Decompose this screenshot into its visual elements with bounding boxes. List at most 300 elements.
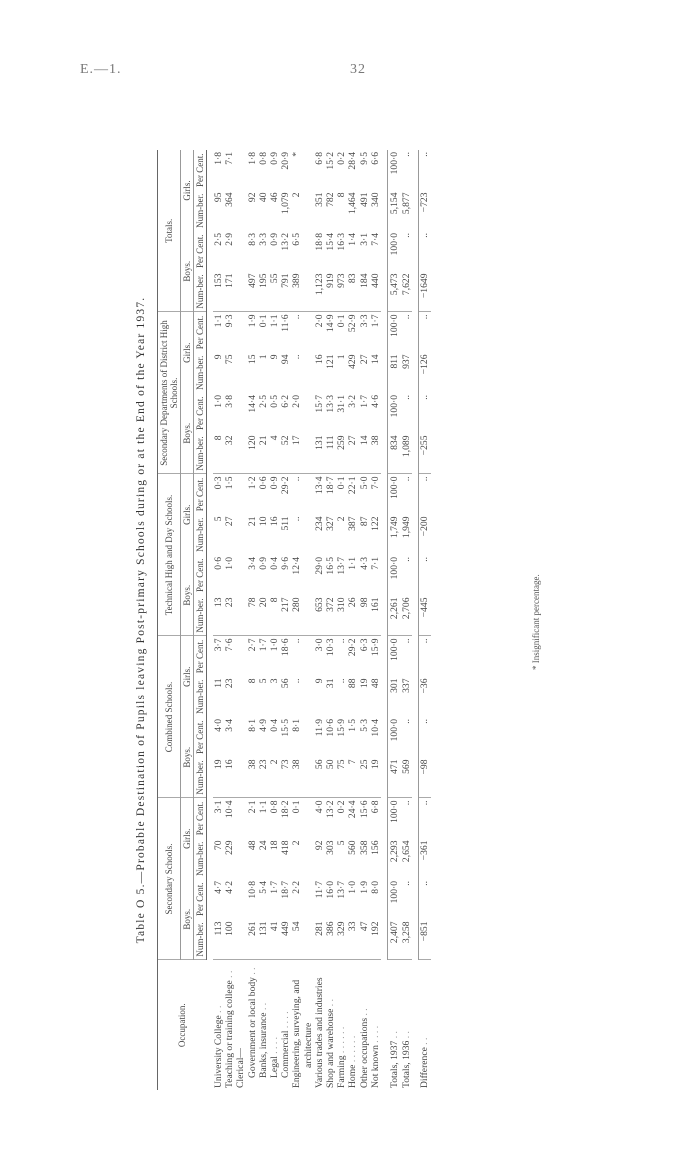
leader-dots: . . <box>246 967 258 978</box>
table-cell <box>235 839 246 880</box>
table-cell <box>235 555 246 596</box>
table-cell: 1·7 <box>358 395 370 408</box>
table-cell: 1·1 <box>347 557 359 570</box>
table-cell: 7·0 <box>369 476 381 490</box>
table-cell: 41 <box>269 920 280 961</box>
table-cell: 8·0 <box>369 881 381 894</box>
girls-subheader: Girls. <box>181 636 194 717</box>
table-cell <box>235 798 246 839</box>
percent-col-header: Per Cent. <box>194 393 207 434</box>
table-cell: 569 <box>400 758 412 799</box>
table-cell: .. <box>291 678 303 684</box>
table-cell <box>235 393 246 434</box>
table-cell: 351 <box>313 192 325 207</box>
table-cell: .. <box>291 314 303 320</box>
table-cell: 9·5 <box>358 152 370 165</box>
table-cell: 73 <box>280 758 291 799</box>
table-cell: 6·8 <box>313 152 325 165</box>
table-cell: .. <box>401 476 413 482</box>
occupation-label <box>347 960 358 1090</box>
table-cell: 22·1 <box>347 476 359 495</box>
percent-col-header: Per Cent. <box>194 879 207 920</box>
table-cell: 2·7 <box>246 638 258 652</box>
table-cell: 1·1 <box>257 800 269 814</box>
table-cell <box>303 434 314 475</box>
table-cell: 8·3 <box>246 233 258 246</box>
table-cell: 16·0 <box>325 881 337 899</box>
table-cell: 281 <box>314 920 325 961</box>
table-cell: 26 <box>347 596 358 637</box>
table-cell: 811 <box>388 353 401 394</box>
table-cell: 1,079 <box>280 192 292 215</box>
row-label-text: Not known <box>369 1045 381 1088</box>
table-cell: .. <box>401 881 413 886</box>
table-cell: 100·0 <box>388 150 401 191</box>
table-cell: 56 <box>280 678 292 689</box>
table-cell: 21 <box>246 516 258 527</box>
table-cell: 195 <box>258 272 269 313</box>
table-cell: 14 <box>359 434 370 475</box>
row-label-text: Clerical— <box>235 1048 247 1088</box>
table-cell: 5,473 <box>388 272 401 313</box>
table-cell: 111 <box>325 434 336 475</box>
table-cell: 6·6 <box>369 152 381 165</box>
occupation-label <box>213 960 224 1090</box>
table-cell: 13·2 <box>280 233 292 251</box>
table-cell: 75 <box>336 758 347 799</box>
row-label-text: Teaching or training college <box>224 980 236 1088</box>
row-label-text: Commercial <box>280 1030 292 1078</box>
table-cell: 0·6 <box>257 476 269 490</box>
destination-table <box>157 150 431 1090</box>
table-cell: 9·6 <box>280 557 292 570</box>
table-cell: 449 <box>280 920 291 961</box>
table-cell: 18 <box>269 840 281 851</box>
table-cell: 15·9 <box>369 638 381 657</box>
table-cell: −851 <box>419 920 431 961</box>
leader-dots: . . . . <box>280 1011 292 1031</box>
table-cell: 491 <box>358 192 370 207</box>
table-cell: 1 <box>257 354 269 360</box>
table-cell: 5,154 <box>388 191 401 232</box>
table-cell: 92 <box>313 840 325 851</box>
table-cell: 4·6 <box>369 395 381 408</box>
table-cell: 70 <box>213 840 224 851</box>
table-cell: 327 <box>325 516 337 531</box>
table-cell: .. <box>419 150 431 191</box>
table-cell: 24·4 <box>347 800 359 819</box>
leader-dots: . . <box>358 1008 370 1018</box>
table-cell: 184 <box>359 272 370 313</box>
table-cell: 8·1 <box>291 719 303 732</box>
table-cell: 19 <box>213 758 224 799</box>
leader-dots: . . <box>213 1005 224 1016</box>
table-cell: 14·4 <box>246 395 258 413</box>
table-cell: 13·3 <box>325 395 337 413</box>
table-cell: .. <box>401 233 413 238</box>
table-cell: 87 <box>358 516 370 527</box>
table-cell: 1·5 <box>224 476 236 490</box>
table-cell: −361 <box>419 839 431 880</box>
row-label-text: Various trades and industries <box>313 977 325 1088</box>
table-cell: 16 <box>269 516 281 527</box>
table-cell: 5 <box>257 678 269 684</box>
table-cell <box>235 879 246 920</box>
table-cell <box>303 758 314 799</box>
leader-dots: . . <box>388 1031 400 1041</box>
table-cell: 23 <box>258 758 269 799</box>
table-cell <box>303 515 314 556</box>
table-cell: 372 <box>325 596 336 637</box>
table-cell: 1·1 <box>213 314 224 328</box>
table-cell: 3·3 <box>358 314 370 328</box>
table-cell: 100·0 <box>388 636 401 677</box>
table-cell: 10·6 <box>325 719 337 737</box>
table-cell: 1,464 <box>347 192 359 215</box>
table-cell: .. <box>419 555 431 596</box>
table-cell: 27 <box>358 354 370 365</box>
table-cell: 23 <box>224 678 236 689</box>
table-cell <box>303 879 314 920</box>
table-cell: 337 <box>401 678 413 693</box>
table-cell: 2·5 <box>257 395 269 408</box>
row-label-text: Difference <box>419 1047 431 1088</box>
occupation-label <box>419 960 431 1090</box>
table-row <box>247 150 258 1090</box>
table-cell: 7·1 <box>224 152 236 165</box>
table-row <box>269 150 280 1090</box>
table-row <box>258 150 269 1090</box>
girls-subheader: Girls. <box>181 150 194 231</box>
table-cell: 7·4 <box>369 233 381 246</box>
page-number: 32 <box>350 62 366 77</box>
table-cell: 4·0 <box>213 719 224 732</box>
table-cell: 217 <box>280 596 291 637</box>
table-cell: 653 <box>314 596 325 637</box>
table-cell: 2·9 <box>224 233 236 246</box>
page-header-left: E.—1. <box>80 62 122 77</box>
number-col-header: Num-ber. <box>194 353 207 394</box>
table-cell: 301 <box>388 677 401 718</box>
table-cell: 2·1 <box>246 800 258 814</box>
table-cell: 19 <box>358 678 370 689</box>
percent-col-header: Per Cent. <box>194 150 207 191</box>
table-cell: .. <box>291 354 303 360</box>
table-cell: .. <box>401 557 413 562</box>
table-cell: 0·3 <box>213 476 224 490</box>
leader-dots: . . <box>325 999 337 1009</box>
table-cell <box>235 596 246 637</box>
table-cell: 95 <box>213 192 224 203</box>
table-cell: 1·0 <box>213 395 224 408</box>
table-cell: 2,407 <box>388 920 401 961</box>
row-label-text: Government or local body <box>246 977 258 1078</box>
table-cell: 121 <box>325 354 337 369</box>
table-cell: 1,949 <box>401 516 413 539</box>
percent-col-header: Per Cent. <box>194 798 207 839</box>
table-row <box>400 150 412 1090</box>
table-cell: −723 <box>419 191 431 232</box>
table-cell: 100·0 <box>388 474 401 515</box>
table-cell: 15·5 <box>280 719 292 737</box>
table-cell: 13·7 <box>336 557 348 575</box>
table-cell: 3·0 <box>313 638 325 652</box>
row-label-text: Legal <box>269 1056 281 1078</box>
table-row <box>303 150 314 1090</box>
table-cell: 2·0 <box>291 395 303 408</box>
group-header: Technical High and Day Schools. <box>158 474 181 636</box>
table-cell: 17 <box>291 434 302 475</box>
table-cell: 10·3 <box>325 638 337 657</box>
leader-dots: . . . . . . <box>336 1026 348 1056</box>
table-cell: 55 <box>269 272 280 313</box>
table-cell: 2·2 <box>291 881 303 894</box>
table-cell: 27 <box>224 516 236 527</box>
table-cell <box>235 515 246 556</box>
table-cell: 11·9 <box>313 719 325 737</box>
number-col-header: Num-ber. <box>194 515 207 556</box>
table-cell <box>303 150 314 191</box>
table-cell: 6·8 <box>369 800 381 814</box>
table-cell: 9 <box>213 354 224 360</box>
table-row <box>213 150 224 1090</box>
row-label-text: Banks, insurance <box>257 1012 269 1078</box>
table-cell: 429 <box>347 354 359 369</box>
table-cell: 1·9 <box>358 881 370 894</box>
table-cell: 20 <box>258 596 269 637</box>
table-cell: 11·7 <box>313 881 325 899</box>
occupation-label <box>291 960 302 1090</box>
table-cell: 8 <box>336 192 348 198</box>
table-cell <box>235 758 246 799</box>
table-cell <box>303 798 314 839</box>
table-cell: 28·4 <box>347 152 359 170</box>
table-cell: .. <box>419 798 431 839</box>
girls-subheader: Girls. <box>181 798 194 879</box>
table-cell: .. <box>291 476 303 482</box>
table-cell: 100 <box>224 920 235 961</box>
table-cell: .. <box>336 638 348 644</box>
table-cell: 47 <box>359 920 370 961</box>
table-cell: 15·2 <box>325 152 337 170</box>
table-cell: 259 <box>336 434 347 475</box>
table-cell: 92 <box>246 192 258 203</box>
table-cell: 100·0 <box>388 393 401 434</box>
boys-subheader: Boys. <box>181 555 194 636</box>
table-cell: 1·0 <box>269 638 281 652</box>
table-cell <box>235 312 246 353</box>
table-cell: .. <box>291 638 303 644</box>
table-cell <box>303 596 314 637</box>
table-row <box>370 150 381 1090</box>
table-cell: −255 <box>419 434 431 475</box>
table-cell <box>303 474 314 515</box>
table-cell: 52·9 <box>347 314 359 333</box>
table-cell: 8 <box>213 434 224 475</box>
table-cell: 23 <box>224 596 235 637</box>
number-col-header: Num-ber. <box>194 434 207 475</box>
table-cell: 0·1 <box>257 314 269 328</box>
table-cell <box>235 717 246 758</box>
table-cell: 1·0 <box>224 557 236 570</box>
table-cell: 100·0 <box>388 879 401 920</box>
table-cell: 25 <box>359 758 370 799</box>
table-cell: 3·4 <box>224 719 236 732</box>
occupation-label <box>303 960 314 1090</box>
table-cell: 5 <box>213 516 224 522</box>
table-cell: 471 <box>388 758 401 799</box>
table-cell: 3,258 <box>400 920 412 961</box>
table-cell: 40 <box>257 192 269 203</box>
occupation-label <box>400 960 412 1090</box>
row-label-text: Shop and warehouse <box>325 1008 337 1088</box>
table-cell: 161 <box>370 596 381 637</box>
rotated-table-block <box>135 150 555 1090</box>
table-cell <box>303 353 314 394</box>
table-cell: 0·4 <box>269 719 281 732</box>
table-cell: 7 <box>347 758 358 799</box>
percent-col-header: Per Cent. <box>194 231 207 272</box>
table-cell: 94 <box>280 354 292 365</box>
table-cell: 48 <box>369 678 381 689</box>
table-cell: 2,654 <box>401 840 413 863</box>
occupation-label <box>269 960 280 1090</box>
number-col-header: Num-ber. <box>194 596 207 637</box>
table-cell: 0·1 <box>336 314 348 328</box>
table-cell: 7,622 <box>400 272 412 313</box>
occupation-label <box>370 960 381 1090</box>
percent-col-header: Per Cent. <box>194 474 207 515</box>
table-cell: 834 <box>388 434 401 475</box>
girls-subheader: Girls. <box>181 474 194 555</box>
table-cell <box>303 393 314 434</box>
row-label-text: architecture <box>302 1022 314 1068</box>
row-label-text: Home <box>347 1064 359 1088</box>
table-cell: 38 <box>370 434 381 475</box>
table-cell: 0·9 <box>269 476 281 490</box>
table-cell: 937 <box>401 354 413 369</box>
table-cell <box>303 231 314 272</box>
occupation-label <box>314 960 325 1090</box>
table-cell: 0·2 <box>336 152 348 165</box>
occupation-label <box>247 960 258 1090</box>
table-cell: 0·9 <box>269 233 281 246</box>
table-cell: 1·0 <box>347 881 359 894</box>
occupation-label <box>325 960 336 1090</box>
table-row <box>388 150 401 1090</box>
table-cell: 364 <box>224 192 236 207</box>
table-cell <box>303 312 314 353</box>
table-cell: 3·8 <box>224 395 236 408</box>
table-cell: .. <box>419 879 431 920</box>
table-cell: 38 <box>291 758 302 799</box>
table-cell: .. <box>419 393 431 434</box>
table-cell: 10 <box>257 516 269 527</box>
table-cell: 9 <box>269 354 281 360</box>
leader-dots: . . <box>257 1002 269 1013</box>
table-cell <box>303 272 314 313</box>
table-cell: 15·6 <box>358 800 370 819</box>
table-cell: 100·0 <box>388 312 401 353</box>
table-cell: 0·2 <box>336 800 348 814</box>
table-cell: 31·1 <box>336 395 348 413</box>
table-cell: 310 <box>336 596 347 637</box>
table-cell: 8·1 <box>246 719 258 732</box>
table-cell: 261 <box>247 920 258 961</box>
table-cell: 29·2 <box>280 476 292 495</box>
table-cell: 52 <box>280 434 291 475</box>
boys-subheader: Boys. <box>181 879 194 960</box>
table-cell <box>303 636 314 677</box>
number-col-header: Num-ber. <box>194 191 207 232</box>
table-cell: 2,706 <box>400 596 412 637</box>
table-row <box>314 150 325 1090</box>
row-label-text: Engineering, surveying, and <box>291 979 303 1088</box>
table-cell: 14·9 <box>325 314 337 333</box>
table-cell: 33 <box>347 920 358 961</box>
table-cell: .. <box>401 314 413 320</box>
group-header: Secondary Schools. <box>158 798 181 960</box>
table-cell: 2,293 <box>388 839 401 880</box>
table-cell <box>303 717 314 758</box>
table-cell: 1·7 <box>369 314 381 328</box>
table-row <box>291 150 302 1090</box>
table-row <box>347 150 358 1090</box>
girls-subheader: Girls. <box>181 312 194 393</box>
table-cell: 46 <box>269 192 281 203</box>
percent-col-header: Per Cent. <box>194 312 207 353</box>
table-cell: 18·8 <box>313 233 325 251</box>
table-cell: 782 <box>325 192 337 207</box>
table-cell: 2·5 <box>213 233 224 246</box>
table-cell <box>235 677 246 718</box>
leader-dots: . . . . <box>369 1025 381 1046</box>
table-cell: 3 <box>269 678 281 684</box>
table-cell: 0·9 <box>257 557 269 570</box>
table-cell: .. <box>401 800 413 806</box>
table-cell: 791 <box>280 272 291 313</box>
table-cell: 5·0 <box>358 476 370 490</box>
table-cell: 21 <box>258 434 269 475</box>
table-cell: 1 <box>336 354 348 360</box>
table-cell: 100·0 <box>388 798 401 839</box>
table-cell: 29·0 <box>313 557 325 575</box>
table-cell: 50 <box>325 758 336 799</box>
table-cell: 192 <box>370 920 381 961</box>
table-cell: 440 <box>370 272 381 313</box>
boys-subheader: Boys. <box>181 393 194 474</box>
table-cell: 18·6 <box>280 638 292 657</box>
table-cell <box>235 150 246 191</box>
table-cell: 27 <box>347 434 358 475</box>
table-cell: 98 <box>359 596 370 637</box>
table-cell: 54 <box>291 920 302 961</box>
table-cell: 303 <box>325 840 337 855</box>
table-cell: 10·4 <box>369 719 381 737</box>
table-row <box>280 150 291 1090</box>
table-cell: 0·4 <box>269 557 281 570</box>
table-cell: 2·0 <box>313 314 325 328</box>
table-cell: 20·9 <box>280 152 292 170</box>
table-cell: 387 <box>347 516 359 531</box>
boys-subheader: Boys. <box>181 717 194 798</box>
table-cell: 13 <box>213 596 224 637</box>
table-cell: 18·7 <box>280 881 292 899</box>
table-cell: −36 <box>419 677 431 718</box>
table-cell: 100·0 <box>388 555 401 596</box>
table-cell: 18·7 <box>325 476 337 495</box>
table-cell: 418 <box>280 840 292 855</box>
